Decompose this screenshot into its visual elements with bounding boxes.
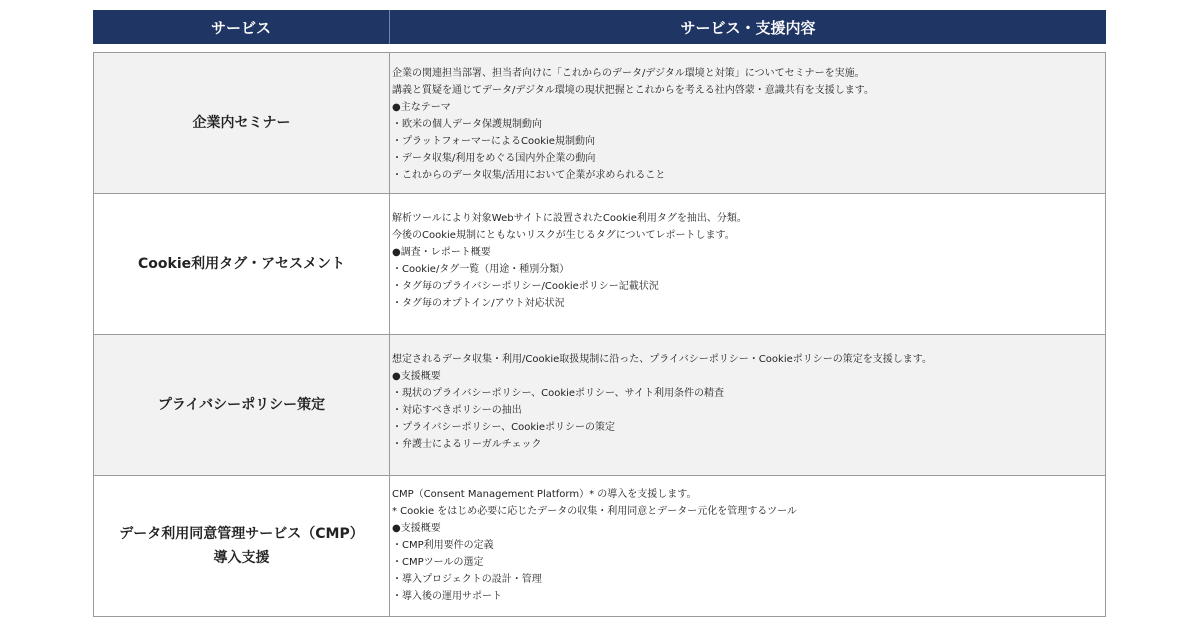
header-detail: サービス・支援内容 [680, 18, 816, 37]
service-name [94, 476, 390, 616]
detail-line: ・CMP利用要件の定義 [392, 540, 494, 551]
detail-line: ・タグ毎のオプトイン/アウト対応状況 [392, 298, 565, 309]
detail-line: ・タグ毎のプライバシーポリシー/Cookieポリシー記載状況 [392, 281, 659, 292]
service-name-line: Cookie利用タグ・アセスメント [138, 256, 345, 272]
detail-line: 講義と質疑を通じてデータ/デジタル環境の現状把握とこれからを考える社内啓蒙・意識共有を支援します。 [392, 85, 874, 96]
detail-line: ●主なテーマ [392, 102, 451, 113]
service-name [94, 53, 390, 193]
detail-line: ●支援概要 [392, 371, 441, 382]
service-name [94, 194, 390, 334]
service-name-line: 導入支援 [213, 550, 270, 566]
detail-line: ・プライバシーポリシー、Cookieポリシーの策定 [392, 422, 616, 433]
table-row [94, 335, 1105, 476]
detail-line: 今後のCookie規制にともないリスクが生じるタグについてレポートします。 [392, 230, 735, 241]
table-header [93, 10, 1106, 44]
detail-line: ・対応すべきポリシーの抽出 [392, 405, 522, 416]
service-detail [390, 194, 1105, 334]
detail-line: 企業の関連担当部署、担当者向けに「これからのデータ/デジタル環境と対策」についてセミナーを実施。 [392, 68, 865, 79]
header-service: サービス [93, 10, 390, 44]
service-detail [390, 476, 1105, 616]
detail-line: ●支援概要 [392, 523, 441, 534]
detail-line: ・導入プロジェクトの設計・管理 [392, 574, 542, 585]
service-detail [390, 335, 1105, 475]
detail-line: ・プラットフォーマーによるCookie規制動向 [392, 136, 595, 147]
service-name-line: プライバシーポリシー策定 [157, 397, 326, 413]
service-name-line: データ利用同意管理サービス（CMP） [119, 526, 364, 542]
table-row [94, 476, 1105, 616]
service-name [94, 335, 390, 475]
detail-line: CMP（Consent Management Platform）* の導入を支援します。 [392, 489, 697, 500]
table-row [94, 194, 1105, 335]
detail-line: 解析ツールにより対象Webサイトに設置されたCookie利用タグを抽出、分類。 [392, 213, 747, 224]
service-table [93, 52, 1106, 617]
detail-line: ・Cookie/タグ一覧（用途・種別分類） [392, 264, 570, 275]
detail-line: ・これからのデータ収集/活用において企業が求められること [392, 170, 666, 181]
detail-line: * Cookie をはじめ必要に応じたデータの収集・利用同意とデーター元化を管理するツール [392, 506, 797, 517]
detail-line: ・現状のプライバシーポリシー、Cookieポリシー、サイト利用条件の精査 [392, 388, 724, 399]
detail-line: ●調査・レポート概要 [392, 247, 491, 258]
detail-line: ・弁護士によるリーガルチェック [392, 439, 542, 450]
detail-line: ・データ収集/利用をめぐる国内外企業の動向 [392, 153, 596, 164]
table-row [94, 53, 1105, 194]
detail-line: ・CMPツールの選定 [392, 557, 484, 568]
detail-line: 想定されるデータ収集・利用/Cookie取扱規制に沿った、プライバシーポリシー・Cookieポリシーの策定を支援します。 [392, 354, 932, 365]
detail-line: ・導入後の運用サポート [392, 591, 502, 602]
detail-line: ・欧米の個人データ保護規制動向 [392, 119, 542, 130]
service-name-line: 企業内セミナー [192, 115, 291, 131]
service-detail [390, 53, 1105, 193]
